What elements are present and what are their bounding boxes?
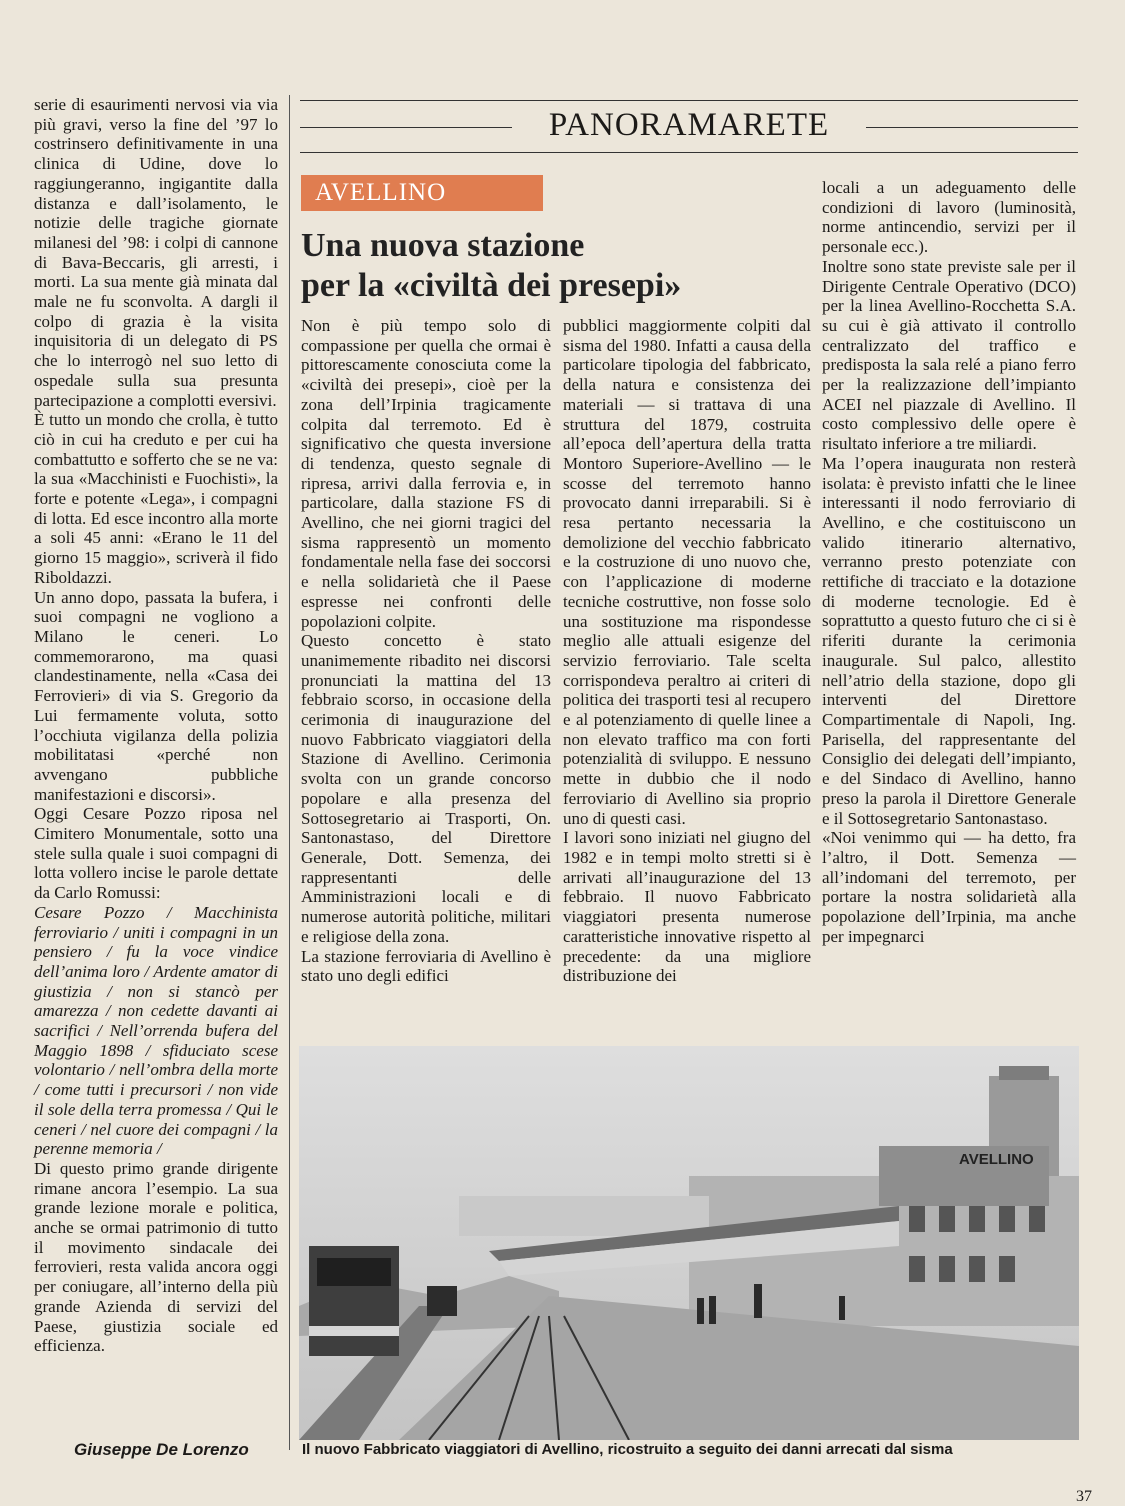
- headline-line: per la «civiltà dei presepi»: [301, 267, 682, 304]
- left-column: [34, 95, 278, 1356]
- article-column-1: [301, 316, 551, 986]
- left-paragraph: È tutto un mondo che crolla, è tutto ciò in cui ha creduto e per cui ha combattutto e sofferto che se ne va: la sua «Macchinisti e Fuochisti», la forte e potente «Lega», i compagni di lotta. Ed esce incontro alla morte a soli 45 anni: «Erano le 11 del giorno 15 maggio», scriverà il fido Riboldazzi.: [34, 410, 278, 587]
- article-paragraph: pubblici maggiormente colpiti dal sisma del 1980. Infatti a causa della particolare tipologia del fabbricato, della natura e consistenza dei materiali — si trattava di una struttura del 1879, costruita all’epoca dell’apertura della tratta Montoro Superiore-Avellino — le scosse del terremoto hanno provocato danni irreparabili. Si è resa pertanto necessaria la demolizione del vecchio fabbricato e la costruzione di uno nuovo che, con l’applicazione di moderne tecniche costruttive, non fosse solo una sostituzione ma rispondesse meglio alle attuali esigenze del servizio ferroviario. Tale scelta corrispondeva peraltro ai criteri di politica dei trasporti tesi al recupero e al potenziamento di quelle linee a non elevato traffico ma con forti potenzialità di sviluppo. E nessuno mette in dubbio che il nodo ferroviario di Avellino sia proprio uno di questi casi.: [563, 316, 811, 828]
- location-tag: AVELLINO: [301, 175, 543, 211]
- bottom-rule: [300, 152, 1078, 153]
- station-photo-illustration: [299, 1046, 1079, 1440]
- column-divider: [289, 95, 290, 1450]
- author-signature: Giuseppe De Lorenzo: [74, 1440, 249, 1459]
- article-paragraph: locali a un adeguamento delle condizioni di lavoro (luminosità, norme antincendio, servizi per il personale ecc.).: [822, 178, 1076, 257]
- article-paragraph: La stazione ferroviaria di Avellino è stato uno degli edifici: [301, 946, 551, 986]
- station-sign: AVELLINO: [959, 1151, 1034, 1168]
- left-paragraph: Oggi Cesare Pozzo riposa nel Cimitero Monumentale, sotto una stele sulla quale i suoi compagni di lotta vollero incise le parole dettate da Carlo Romussi:: [34, 804, 278, 903]
- article-paragraph: Questo concetto è stato unanimemente ribadito nei discorsi pronunciati la mattina del 13 febbraio scorso, in occasione della cerimonia di inaugurazione del nuovo Fabbricato viaggiatori della Stazione di Avellino. Cerimonia svolta con un grande concorso popolare e alla presenza del Sottosegretario ai Trasporti, On. Santonastaso, del Direttore Generale, Dott. Semenza, dei rappresentanti delle Amministrazioni locali e di numerose autorità politiche, militari e religiose della zona.: [301, 631, 551, 946]
- section-title: PANORAMARETE: [512, 105, 866, 145]
- article-column-2: [563, 316, 811, 986]
- section-header: [300, 100, 1078, 156]
- article-paragraph: Inoltre sono state previste sale per il Dirigente Centrale Operativo (DCO) per la linea Avellino-Rocchetta S.A. su cui è già attivato il controllo centralizzato del traffico e predisposta la sala relé a piano ferro per la realizzazione dell’impianto ACEI nel piazzale di Avellino. Il costo complessivo delle opere è risultato inferiore a tre miliardi.: [822, 256, 1076, 454]
- article-paragraph: I lavori sono iniziati nel giugno del 1982 e in tempi molto stretti si è arrivati all’inaugurazione del 13 febbraio. Il nuovo Fabbricato viaggiatori presenta numerose caratteristiche innovative rispetto al precedente: da una migliore distribuzione dei: [563, 828, 811, 986]
- page-number: 37: [1076, 1488, 1092, 1505]
- article-paragraph: Ma l’opera inaugurata non resterà isolata: è previsto infatti che le linee interessanti il nodo ferroviario di Avellino, e che costituiscono un valido itinerario alternativo, verranno presto potenziate con rettifiche di tracciato e la dotazione di moderne tecnologie. Ed è soprattutto a questo futuro che ci si è riferiti durante la cerimonia inaugurale. Sul palco, allestito nell’atrio della stazione, dopo gli interventi del Direttore Compartimentale di Napoli, Ing. Parisella, del rappresentante del Consiglio dei delegati dell’impianto, e del Sindaco di Avellino, hanno preso la parola il Direttore Generale e il Sottosegretario Santonastaso.: [822, 453, 1076, 828]
- left-paragraph: Di questo primo grande dirigente rimane ancora l’esempio. La sua grande lezione morale e politica, anche se ormai patrimonio di tutto il movimento sindacale dei ferrovieri, resta valida ancora oggi per coniugare, all’interno della più grande Azienda di servizi del Paese, giustizia sociale ed efficienza.: [34, 1158, 278, 1356]
- top-rule: [300, 100, 1078, 101]
- left-paragraph: serie di esaurimenti nervosi via via più gravi, verso la fine del ’97 lo costrinsero definitivamente in una clinica di Udine, dove lo raggiungeranno, ingigantite dalla distanza e dall’isolamento, le notizie delle tragiche giornate milanesi del ’98: i colpi di cannone di Bava-Beccaris, gli arresti, i morti. La sua mente già minata dal male ne fu sconvolta. A dargli il colpo di grazia è la visita inquisitoria di un delegato di PS che lo interrogò nel suo letto di ospedale sulla sua presunta partecipazione a complotti eversivi.: [34, 95, 278, 410]
- station-photo: [299, 1046, 1079, 1440]
- epitaph: Cesare Pozzo / Macchinista ferroviario / uniti i compagni in un pensiero / fu la voce vindice dell’anima loro / Ardente amator di giustizia / non si stancò per amarezza / non cedette davanti ai sacrifici / Nell’orrenda bufera del Maggio 1898 / sfiduciato scese volontario / nell’ombra della morte / come tutti i precursori / non vide il sole della terra promessa / Qui le ceneri / nel cuore dei compagni / la perenne memoria /: [34, 902, 278, 1159]
- article-paragraph: «Noi venimmo qui — ha detto, fra l’altro, il Dott. Semenza — all’indomani del terremoto, per portare la nostra solidarietà alla popolazione dell’Irpinia, ma anche per impegnarci: [822, 828, 1076, 946]
- article-paragraph: Non è più tempo solo di compassione per quella che ormai è pittorescamente conosciuta come la «civiltà dei presepi», cioè per la zona dell’Irpinia tragicamente colpita dal terremoto. Ed è significativo che questa inversione di tendenza, questo segnale di ripresa, arrivi dalla ferrovia e, in particolare, dalla stazione FS di Avellino, che nei giorni tragici del sisma rappresentò un momento fondamentale nella fase dei soccorsi e nella solidarietà che il Paese espresse nei confronti delle popolazioni colpite.: [301, 316, 551, 631]
- headline-line: Una nuova stazione: [301, 227, 585, 264]
- photo-caption: Il nuovo Fabbricato viaggiatori di Avellino, ricostruito a seguito dei danni arrecati dal sisma: [302, 1441, 953, 1458]
- article-headline: [301, 226, 821, 306]
- left-paragraph: Un anno dopo, passata la bufera, i suoi compagni ne vogliono a Milano le ceneri. Lo commemorarono, ma quasi clandestinamente, nella «Casa dei Ferrovieri» di via S. Gregorio da Lui fermamente voluta, sotto l’occhiuta vigilanza della polizia mobilitatasi «perché non avvengano pubbliche manifestazioni e discorsi».: [34, 587, 278, 804]
- article-column-3: [822, 178, 1076, 946]
